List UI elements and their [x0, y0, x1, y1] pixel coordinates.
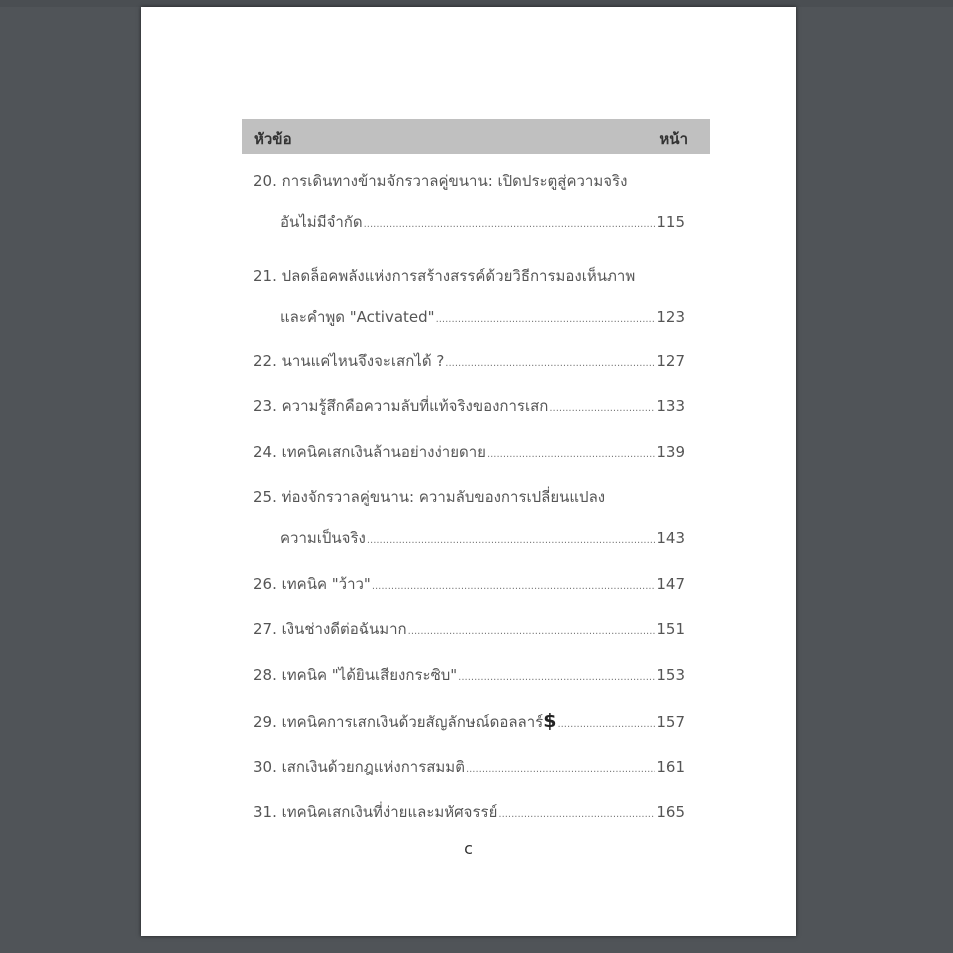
- toc-entry-27: [253, 617, 685, 642]
- toc-entry-24: [253, 440, 685, 465]
- toc-leader-dots: [367, 528, 656, 551]
- toc-entry-number: 23.: [253, 397, 277, 415]
- toc-entry-page: 161: [656, 758, 685, 776]
- toc-entry-number: 27.: [253, 620, 277, 638]
- toc-entry-title: ความรู้สึกคือความลับที่แท้จริงของการเสก: [281, 397, 549, 415]
- toc-entry-title: เสกเงินด้วยกฎแห่งการสมมติ: [281, 758, 465, 776]
- toc-entry-31: [253, 800, 685, 825]
- document-page: [141, 7, 796, 936]
- toc-entry-page: 157: [656, 713, 685, 731]
- toc-entry-page: 165: [656, 803, 685, 821]
- toc-leader-dots: [466, 757, 655, 780]
- toc-entry-number: 26.: [253, 575, 277, 593]
- toc-entry-28: [253, 663, 685, 688]
- toc-entry-title: เทคนิคการเสกเงินด้วยสัญลักษณ์ดอลลาร์: [281, 713, 544, 731]
- toc-leader-dots: [372, 574, 656, 597]
- toc-entry-title: เทคนิคเสกเงินล้านอย่างง่ายดาย: [281, 443, 486, 461]
- toc-leader-dots: [557, 712, 655, 734]
- toc-entry-number: 31.: [253, 803, 277, 821]
- toc-entry-30: [253, 755, 685, 780]
- toc-entry-22: [253, 349, 685, 374]
- toc-entry-page: 151: [656, 620, 685, 638]
- toc-entry-page: 153: [656, 666, 685, 684]
- toc-entry-title: เทคนิค "ว้าว": [281, 575, 371, 593]
- toc-entry-title-continued: ความเป็นจริง: [280, 529, 366, 547]
- toc-entry-title: การเดินทางข้ามจักรวาลคู่ขนาน: เปิดประตูสู่ความจริง: [281, 172, 628, 190]
- toc-entry-page: 143: [656, 529, 685, 547]
- toc-header-page-label: หน้า: [659, 130, 688, 148]
- toc-entry-page: 123: [656, 308, 685, 326]
- toc-entry-page: 147: [656, 575, 685, 593]
- toc-leader-dots: [549, 396, 655, 419]
- toc-header-topic-label: หัวข้อ: [254, 130, 292, 148]
- toc-entry-title: เทคนิค "ได้ยินเสียงกระซิบ": [281, 666, 458, 684]
- toc-entry-page: 127: [656, 352, 685, 370]
- toc-leader-dots: [458, 665, 655, 688]
- toc-entry-title: นานแค่ไหนจึงจะเสกได้ ?: [281, 352, 445, 370]
- toc-entry-title-continued: และคำพูด "Activated": [280, 308, 435, 326]
- toc-entry-25: [253, 485, 685, 551]
- toc-entry-number: 24.: [253, 443, 277, 461]
- toc-entry-23: [253, 394, 685, 419]
- toc-leader-dots: [487, 442, 655, 465]
- toc-entry-number: 25.: [253, 488, 277, 506]
- toc-leader-dots: [498, 802, 655, 825]
- toc-entry-20: [253, 169, 685, 235]
- toc-leader-dots: [364, 212, 656, 235]
- toc-entry-title: เงินช่างดีต่อฉันมาก: [281, 620, 407, 638]
- toc-entry-number: 20.: [253, 172, 277, 190]
- toc-entry-number: 28.: [253, 666, 277, 684]
- page-number-footer: c: [464, 839, 473, 858]
- dollar-symbol: $: [543, 710, 557, 732]
- toc-entry-title-continued: อันไม่มีจำกัด: [280, 213, 363, 231]
- toc-entry-number: 22.: [253, 352, 277, 370]
- toc-entry-page: 115: [656, 213, 685, 231]
- toc-list: [253, 169, 685, 825]
- toc-entry-page: 133: [656, 397, 685, 415]
- toc-entry-title: ท่องจักรวาลคู่ขนาน: ความลับของการเปลี่ยนแปลง: [281, 488, 606, 506]
- toc-leader-dots: [436, 307, 656, 330]
- toc-entry-29: [253, 709, 685, 734]
- toc-entry-number: 29.: [253, 713, 277, 731]
- toc-entry-number: 30.: [253, 758, 277, 776]
- toc-leader-dots: [445, 351, 655, 374]
- toc-entry-title: เทคนิคเสกเงินที่ง่ายและมหัศจรรย์: [281, 803, 498, 821]
- toc-entry-page: 139: [656, 443, 685, 461]
- toc-entry-21: [253, 264, 685, 330]
- toc-entry-26: [253, 572, 685, 597]
- viewer-top-strip: [0, 0, 953, 7]
- toc-header: [242, 119, 710, 154]
- toc-leader-dots: [408, 619, 656, 642]
- toc-entry-title: ปลดล็อคพลังแห่งการสร้างสรรค์ด้วยวิธีการมองเห็นภาพ: [281, 267, 636, 285]
- toc-entry-number: 21.: [253, 267, 277, 285]
